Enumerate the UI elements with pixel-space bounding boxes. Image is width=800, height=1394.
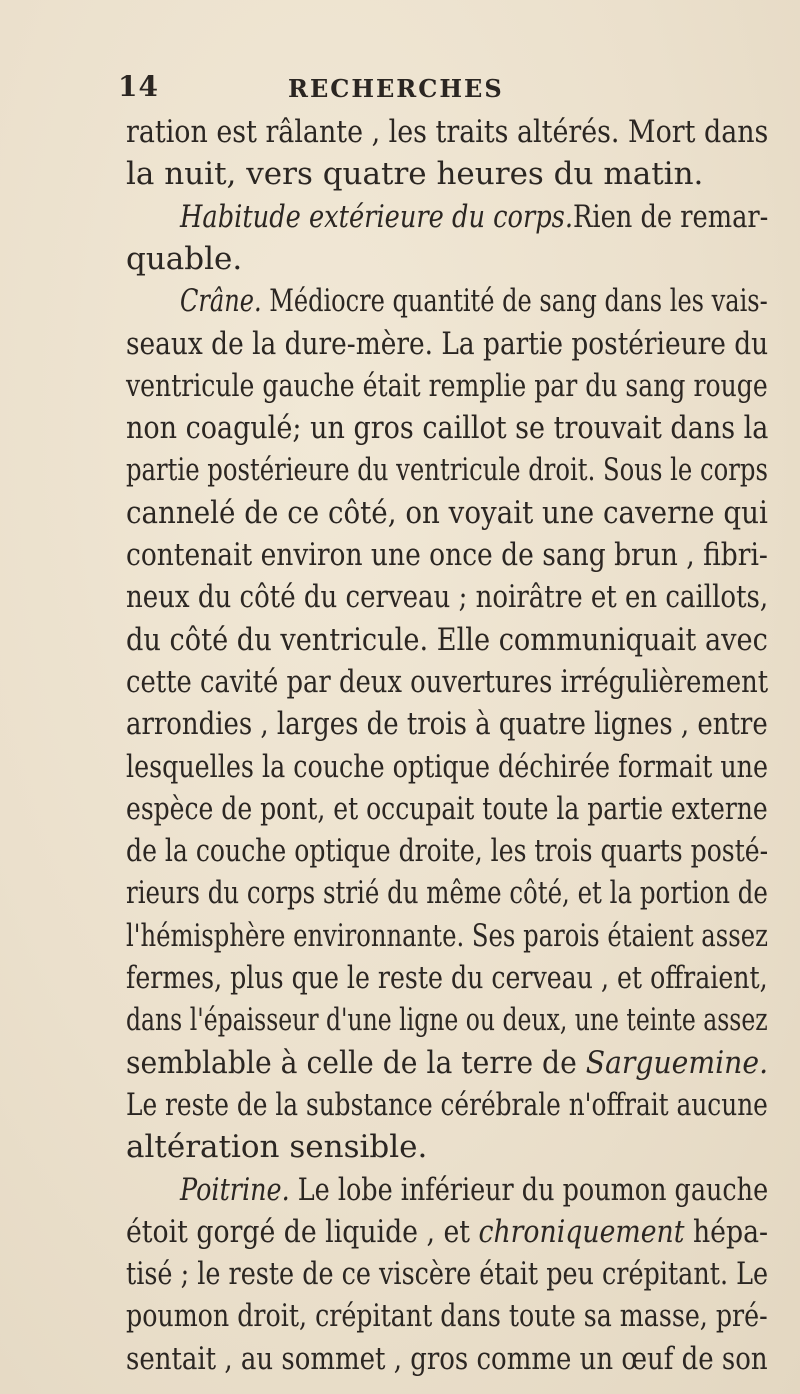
text-segment: l'hémisphère environnante. Ses parois étaient assez (126, 917, 768, 954)
text-segment: Médiocre quantité de sang dans les vais- (261, 283, 768, 320)
text-line (126, 1085, 768, 1125)
text-line (126, 239, 242, 279)
text-segment: partie postérieure du ventricule droit. Sous le corps (126, 452, 768, 489)
text-line (126, 450, 768, 490)
text-segment: contenait environ une once de sang brun , fibri- (126, 537, 768, 573)
italic-text: chroniquement (478, 1213, 685, 1250)
text-segment: poumon droit, crépitant dans toute sa masse, pré- (126, 1298, 768, 1335)
text-segment: ventricule gauche était remplie par du sang rouge (126, 367, 768, 404)
text-line (126, 493, 768, 533)
text-segment: altération sensible. (126, 1129, 428, 1166)
page-number: 14 (118, 70, 159, 103)
text-segment: arrondies , larges de trois à quatre lignes , entre (126, 706, 768, 743)
text-line (126, 873, 768, 913)
text-segment: rieurs du corps strié du même côté, et la portion de (126, 875, 768, 912)
text-line (126, 535, 768, 575)
text-segment: dans l'épaisseur d'une ligne ou deux, une teinte assez (126, 1002, 768, 1039)
text-line (126, 366, 768, 406)
text-line (126, 1339, 768, 1379)
text-segment: tisé ; le reste de ce viscère était peu crépitant. Le (126, 1256, 769, 1293)
italic-text: Sarguemine. (585, 1044, 769, 1081)
text-segment: quable. (126, 240, 243, 277)
text-segment: Rien de remar- (573, 198, 769, 235)
italic-text: Crâne. (180, 283, 262, 320)
text-segment: de la couche optique droite, les trois quarts posté- (126, 833, 769, 870)
text-line (126, 1254, 768, 1294)
page-header (118, 70, 758, 110)
text-line (126, 1296, 768, 1336)
text-line (180, 197, 768, 237)
text-line (126, 958, 768, 998)
text-segment: fermes, plus que le reste du cerveau , et offraient, (126, 960, 768, 996)
text-line (126, 747, 768, 787)
text-segment: non coagulé; un gros caillot se trouvait dans la (126, 410, 769, 447)
text-line (126, 831, 768, 871)
text-line (126, 1000, 768, 1040)
italic-text: Poitrine. (180, 1171, 290, 1208)
text-line (126, 916, 768, 956)
text-segment: étoit gorgé de liquide , et (126, 1213, 479, 1250)
text-segment: cette cavité par deux ouvertures irrégulièrement (126, 663, 769, 700)
text-line (126, 324, 768, 364)
text-line (126, 408, 768, 448)
text-segment: cannelé de ce côté, on voyait une caverne qui (126, 494, 768, 531)
text-line (126, 1212, 768, 1252)
text-segment: hépa- (684, 1213, 769, 1250)
text-line (126, 1043, 768, 1083)
text-segment: Le reste de la substance cérébrale n'offrait aucune (126, 1086, 768, 1123)
text-line (126, 112, 768, 152)
italic-text: Habitude extérieure du corps. (180, 198, 574, 235)
running-title: RECHERCHES (288, 74, 504, 103)
text-line (126, 662, 768, 702)
text-line (126, 154, 703, 194)
text-segment: ration est râlante , les traits altérés. Mort dans (126, 114, 769, 150)
text-segment: seaux de la dure-mère. La partie postérieure du (126, 325, 769, 362)
text-line (126, 789, 768, 829)
text-segment: semblable à celle de la terre de (126, 1044, 586, 1081)
text-line (126, 620, 768, 660)
text-segment: sentait , au sommet , gros comme un œuf de son (126, 1340, 768, 1377)
text-segment: Le lobe inférieur du poumon gauche (289, 1171, 769, 1208)
text-line (126, 1127, 427, 1167)
text-line (126, 704, 768, 744)
text-segment: la nuit, vers quatre heures du matin. (126, 156, 704, 193)
text-segment: espèce de pont, et occupait toute la partie externe (126, 790, 768, 827)
text-line (180, 281, 768, 321)
text-line (180, 1170, 768, 1210)
text-segment: lesquelles la couche optique déchirée formait une (126, 748, 769, 785)
text-line (126, 577, 768, 617)
text-segment: du côté du ventricule. Elle communiquait avec (126, 621, 768, 658)
text-segment: neux du côté du cerveau ; noirâtre et en caillots, (126, 579, 769, 616)
